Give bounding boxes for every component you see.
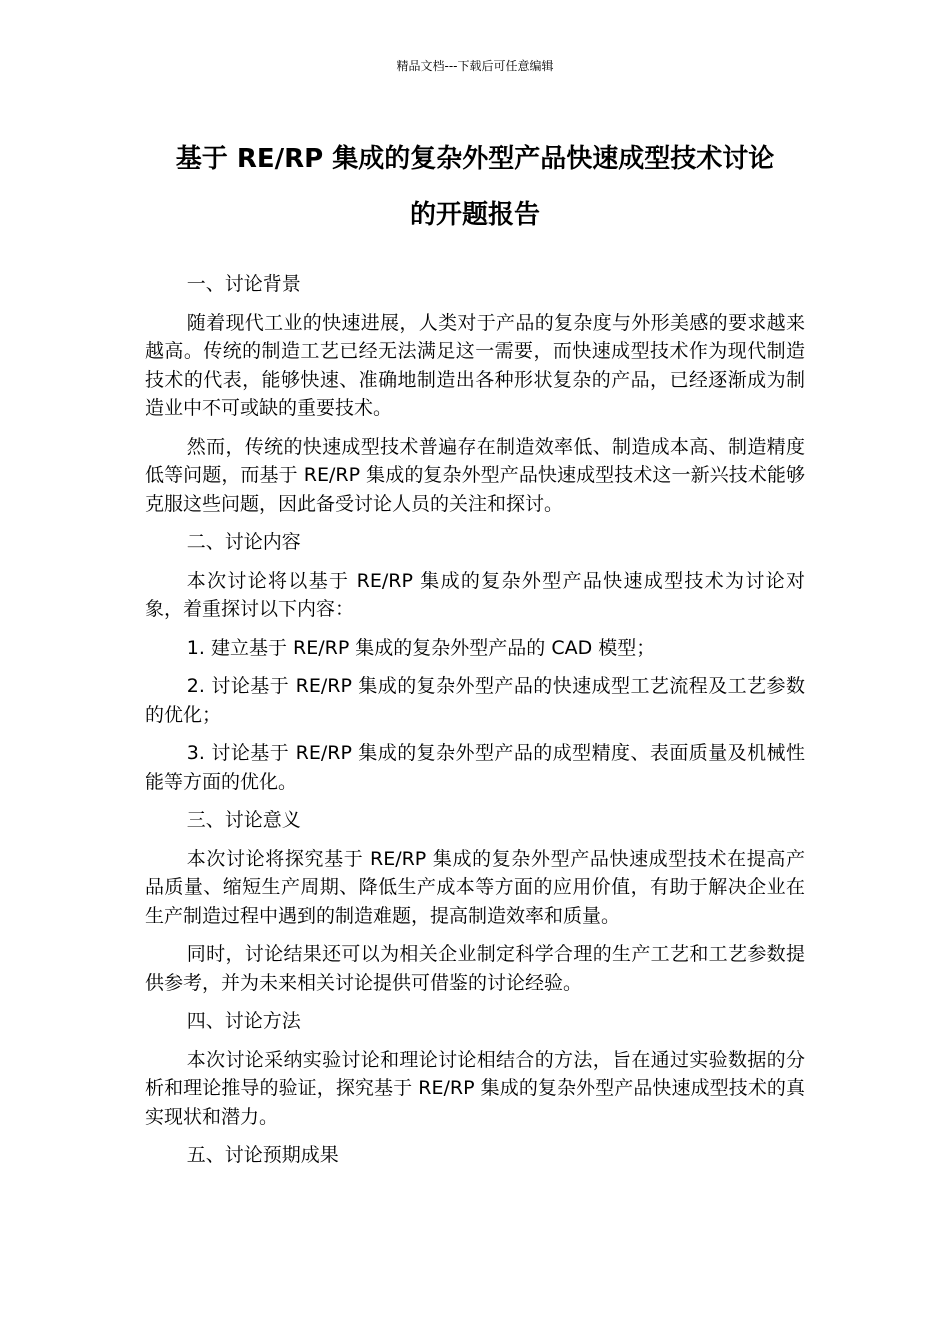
paragraph: 本次讨论采纳实验讨论和理论讨论相结合的方法，旨在通过实验数据的分析和理论推导的验证，探究基于 RE/RP 集成的复杂外型产品快速成型技术的真实现状和潜力。 (145, 1048, 805, 1128)
paragraph: 然而，传统的快速成型技术普遍存在制造效率低、制造成本高、制造精度低等问题，而基于 RE/RP 集成的复杂外型产品快速成型技术这一新兴技术能够克服这些问题，因此备受讨论人员的关注和探讨。 (145, 435, 805, 515)
section-heading-expected-results: 五、讨论预期成果 (186, 1144, 339, 1166)
list-item: 2. 讨论基于 RE/RP 集成的复杂外型产品的快速成型工艺流程及工艺参数的优化； (145, 675, 805, 726)
paragraph: 随着现代工业的快速进展，人类对于产品的复杂度与外形美感的要求越来越高。传统的制造工艺已经无法满足这一需要，而快速成型技术作为现代制造技术的代表，能够快速、准确地制造出各种形状复杂的产品，已经逐渐成为制造业中不可或缺的重要技术。 (145, 311, 805, 419)
section-heading-content: 二、讨论内容 (186, 531, 301, 553)
section-heading-significance: 三、讨论意义 (186, 809, 301, 831)
paragraph: 本次讨论将以基于 RE/RP 集成的复杂外型产品快速成型技术为讨论对象，着重探讨以下内容： (145, 569, 805, 620)
paragraph: 本次讨论将探究基于 RE/RP 集成的复杂外型产品快速成型技术在提高产品质量、缩短生产周期、降低生产成本等方面的应用价值，有助于解决企业在生产制造过程中遇到的制造难题，提高制造效率和质量。 (145, 847, 805, 927)
title-line-1: 基于 RE/RP 集成的复杂外型产品快速成型技术讨论 (175, 144, 775, 174)
document-title (145, 131, 805, 243)
section-heading-background: 一、讨论背景 (186, 273, 301, 295)
section-heading-method: 四、讨论方法 (186, 1010, 301, 1032)
document-body (145, 270, 805, 1180)
header-note: 精品文档---下载后可任意编辑 (396, 59, 554, 73)
list-item: 1. 建立基于 RE/RP 集成的复杂外型产品的 CAD 模型； (186, 636, 656, 659)
paragraph: 同时，讨论结果还可以为相关企业制定科学合理的生产工艺和工艺参数提供参考，并为未来相关讨论提供可借鉴的讨论经验。 (145, 943, 805, 994)
title-line-2: 的开题报告 (409, 200, 540, 230)
list-item: 3. 讨论基于 RE/RP 集成的复杂外型产品的成型精度、表面质量及机械性能等方面的优化。 (145, 742, 805, 793)
